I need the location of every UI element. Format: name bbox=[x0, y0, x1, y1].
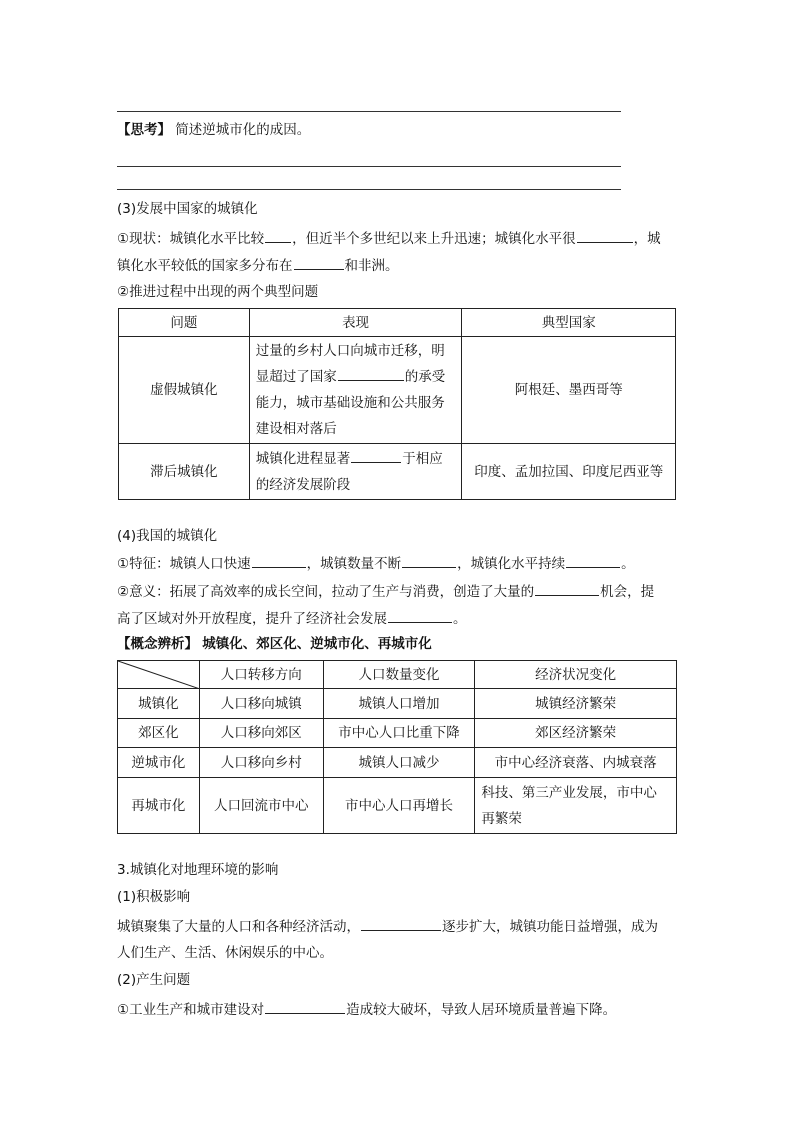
fill-blank[interactable] bbox=[361, 915, 441, 931]
answer-line bbox=[117, 166, 621, 167]
table-header: 表现 bbox=[249, 309, 462, 337]
fill-blank[interactable] bbox=[566, 552, 620, 568]
table-row: 再城市化 人口回流市中心 市中心人口再增长 科技、第三产业发展，市中心 再繁荣 bbox=[118, 778, 677, 834]
fill-blank[interactable] bbox=[252, 552, 306, 568]
sub-heading: (1)积极影响 bbox=[117, 889, 191, 905]
table-cell: 阿根廷、墨西哥等 bbox=[462, 337, 676, 444]
paragraph: ①特征：城镇人口快速 ，城镇数量不断 ，城镇化水平持续 。 bbox=[117, 552, 635, 574]
table-header: 经济状况变化 bbox=[475, 661, 677, 689]
sub-heading: (2)产生问题 bbox=[117, 972, 191, 988]
fill-blank[interactable] bbox=[265, 227, 291, 243]
paragraph: 人们生产、生活、休闲娱乐的中心。 bbox=[117, 945, 333, 961]
fill-blank[interactable] bbox=[577, 227, 633, 243]
paragraph: ②推进过程中出现的两个典型问题 bbox=[117, 284, 319, 300]
paragraph: ②意义：拓展了高效率的成长空间，拉动了生产与消费，创造了大量的 机会，提 bbox=[117, 580, 654, 602]
table-cell: 虚假城镇化 bbox=[119, 337, 250, 444]
paragraph: 高了区域对外开放程度，提升了经济社会发展 。 bbox=[117, 607, 467, 629]
table-header: 问题 bbox=[119, 309, 250, 337]
table-row: 逆城市化 人口移向乡村 城镇人口减少 市中心经济衰落、内城衰落 bbox=[118, 748, 677, 778]
table-cell: 印度、孟加拉国、印度尼西亚等 bbox=[462, 444, 676, 500]
fill-blank[interactable] bbox=[294, 254, 344, 270]
fill-blank[interactable] bbox=[265, 998, 345, 1014]
fill-blank[interactable] bbox=[388, 607, 452, 623]
table-header: 人口转移方向 bbox=[199, 661, 323, 689]
fill-blank[interactable] bbox=[535, 580, 599, 596]
paragraph: ①工业生产和城市建设对 造成较大破坏，导致人居环境质量普遍下降。 bbox=[117, 998, 616, 1020]
answer-line bbox=[117, 111, 621, 112]
paragraph: 城镇聚集了大量的人口和各种经济活动， 逐步扩大，城镇功能日益增强，成为 bbox=[117, 915, 658, 937]
answer-line bbox=[117, 189, 621, 190]
think-label: 【思考】 bbox=[117, 122, 171, 138]
table-row: 城镇化 人口移向城镇 城镇人口增加 城镇经济繁荣 bbox=[118, 689, 677, 719]
part-heading: 3.城镇化对地理环境的影响 bbox=[117, 862, 279, 878]
section-heading: (3)发展中国家的城镇化 bbox=[117, 201, 258, 217]
table-cell: 过量的乡村人口向城市迁移，明 显超过了国家 的承受 能力，城市基础设施和公共服务 建设相对落后 bbox=[249, 337, 462, 444]
urbanization-problems-table bbox=[118, 308, 676, 500]
fill-blank[interactable] bbox=[402, 552, 456, 568]
section-heading: (4)我国的城镇化 bbox=[117, 528, 218, 544]
concept-text: 城镇化、郊区化、逆城市化、再城市化 bbox=[202, 636, 432, 652]
table-header: 人口数量变化 bbox=[323, 661, 475, 689]
concept-prompt bbox=[117, 634, 432, 654]
think-prompt bbox=[117, 120, 310, 140]
fill-blank[interactable] bbox=[338, 365, 404, 381]
think-text: 简述逆城市化的成因。 bbox=[175, 122, 311, 138]
table-header: 典型国家 bbox=[462, 309, 676, 337]
fill-blank[interactable] bbox=[351, 447, 401, 463]
table-cell: 滞后城镇化 bbox=[119, 444, 250, 500]
paragraph: 镇化水平较低的国家多分布在 和非洲。 bbox=[117, 254, 399, 276]
concept-table bbox=[117, 660, 677, 834]
concept-label: 【概念辨析】 bbox=[117, 636, 198, 652]
paragraph: ①现状：城镇化水平比较 ，但近半个多世纪以来上升迅速；城镇化水平很 ，城 bbox=[117, 227, 661, 249]
table-cell: 城镇化进程显著 于相应 的经济发展阶段 bbox=[249, 444, 462, 500]
table-row: 郊区化 人口移向郊区 市中心人口比重下降 郊区经济繁荣 bbox=[118, 719, 677, 748]
diagonal-header-cell bbox=[118, 661, 200, 689]
diagonal-line bbox=[118, 661, 200, 689]
